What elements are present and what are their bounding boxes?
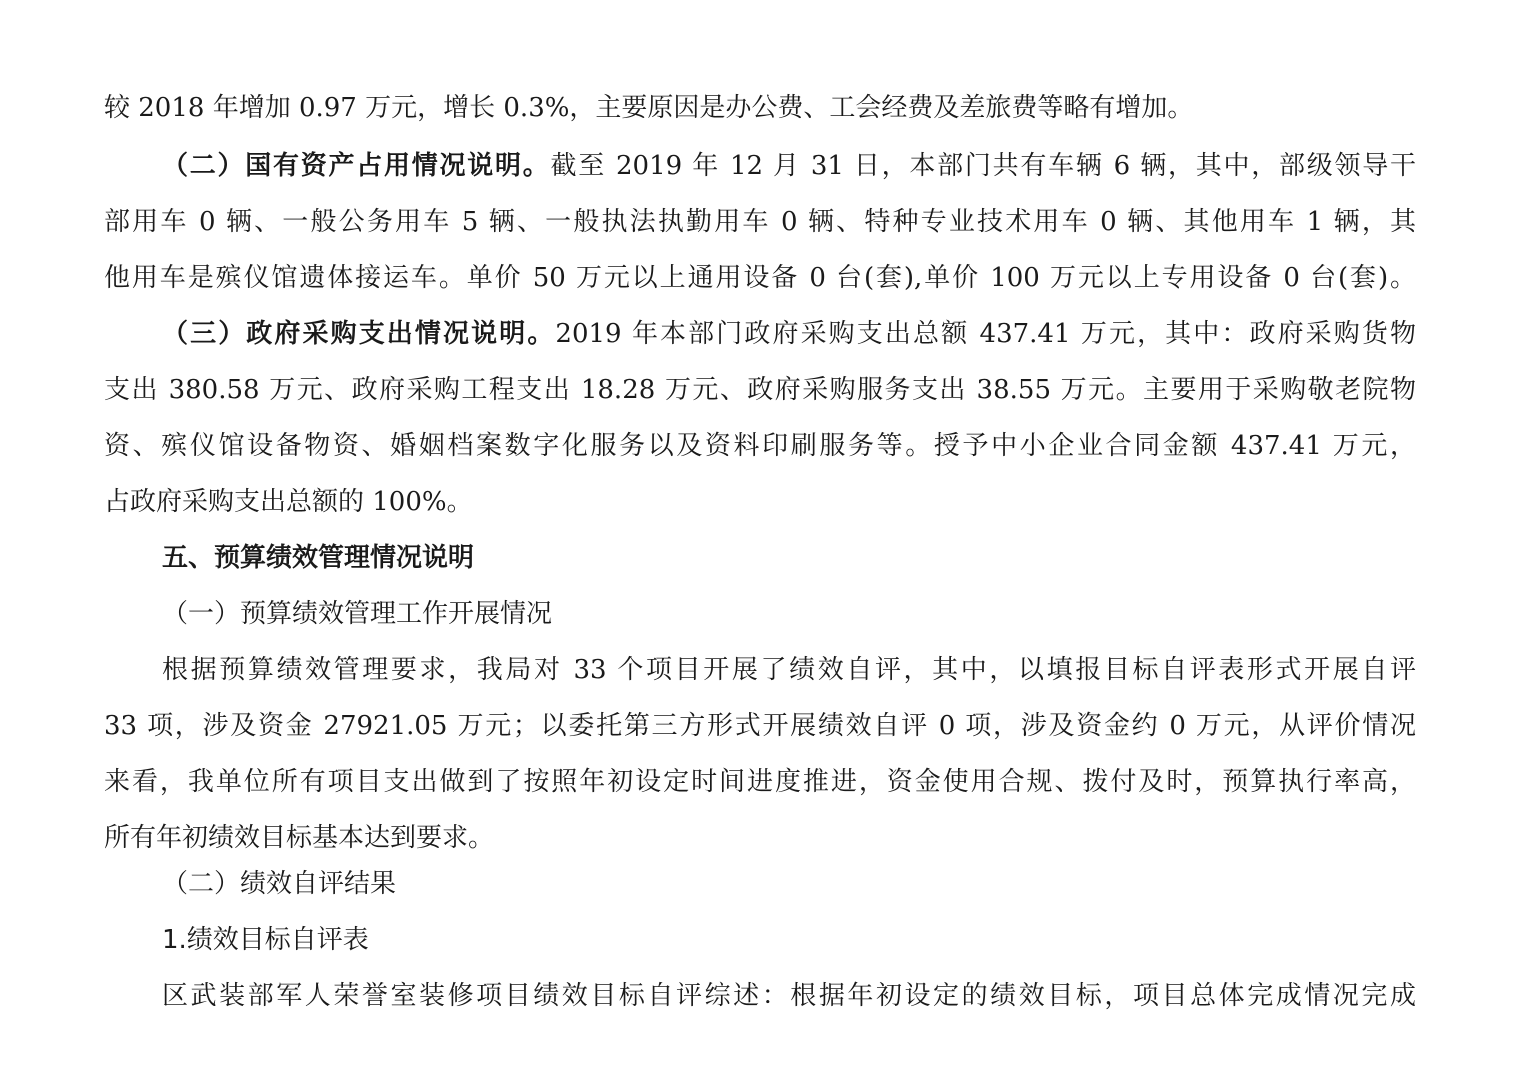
paragraph-line (162, 976, 1416, 1016)
subsection-heading (162, 594, 1416, 634)
paragraph-line (104, 706, 1416, 746)
line-text: 2019 年本部门政府采购支出总额 437.41 万元，其中：政府采购货物 (555, 319, 1416, 349)
heading-text: （二）绩效自评结果 (162, 869, 397, 899)
paragraph-line (104, 762, 1416, 802)
paragraph-line (104, 202, 1416, 242)
section-heading (162, 538, 1416, 578)
line-text: 占政府采购支出总额的 100%。 (104, 487, 473, 517)
heading-text: 1.绩效目标自评表 (162, 925, 369, 955)
paragraph-line (104, 482, 1416, 522)
paragraph-line (104, 426, 1416, 466)
line-text: 较 2018 年增加 0.97 万元，增长 0.3%，主要原因是办公费、工会经费及差旅费等略有增加。 (104, 93, 1194, 123)
paragraph-line (162, 314, 1416, 354)
paragraph-line (104, 258, 1416, 298)
line-text: 支出 380.58 万元、政府采购工程支出 18.28 万元、政府采购服务支出 38.55 万元。主要用于采购敬老院物 (104, 375, 1416, 405)
section-lead: （三）政府采购支出情况说明。 (162, 319, 556, 349)
line-text: 33 项，涉及资金 27921.05 万元；以委托第三方形式开展绩效自评 0 项，涉及资金约 0 万元，从评价情况 (104, 711, 1416, 741)
paragraph-line (162, 650, 1416, 690)
line-text: 资、殡仪馆设备物资、婚姻档案数字化服务以及资料印刷服务等。授予中小企业合同金额 437.41 万元， (104, 431, 1416, 461)
line-text: 截至 2019 年 12 月 31 日，本部门共有车辆 6 辆，其中，部级领导干 (550, 151, 1416, 181)
line-text: 区武装部军人荣誉室装修项目绩效目标自评综述：根据年初设定的绩效目标，项目总体完成情况完成 (162, 981, 1416, 1011)
line-text: 他用车是殡仪馆遗体接运车。单价 50 万元以上通用设备 0 台(套),单价 100 万元以上专用设备 0 台(套)。 (104, 263, 1416, 293)
paragraph-line (104, 88, 1416, 128)
section-lead: （二）国有资产占用情况说明。 (162, 151, 551, 181)
heading-text: （一）预算绩效管理工作开展情况 (162, 599, 553, 629)
paragraph-line (104, 818, 1416, 858)
line-text: 部用车 0 辆、一般公务用车 5 辆、一般执法执勤用车 0 辆、特种专业技术用车 0 辆、其他用车 1 辆，其 (104, 207, 1416, 237)
subsection-heading (162, 864, 1416, 904)
line-text: 根据预算绩效管理要求，我局对 33 个项目开展了绩效自评，其中，以填报目标自评表形式开展自评 (162, 655, 1416, 685)
subsection-heading (162, 920, 1416, 960)
heading-text: 五、预算绩效管理情况说明 (162, 543, 475, 573)
line-text: 所有年初绩效目标基本达到要求。 (104, 823, 495, 853)
paragraph-line (162, 146, 1416, 186)
paragraph-line (104, 370, 1416, 410)
line-text: 来看，我单位所有项目支出做到了按照年初设定时间进度推进，资金使用合规、拨付及时，预算执行率高， (104, 767, 1416, 797)
